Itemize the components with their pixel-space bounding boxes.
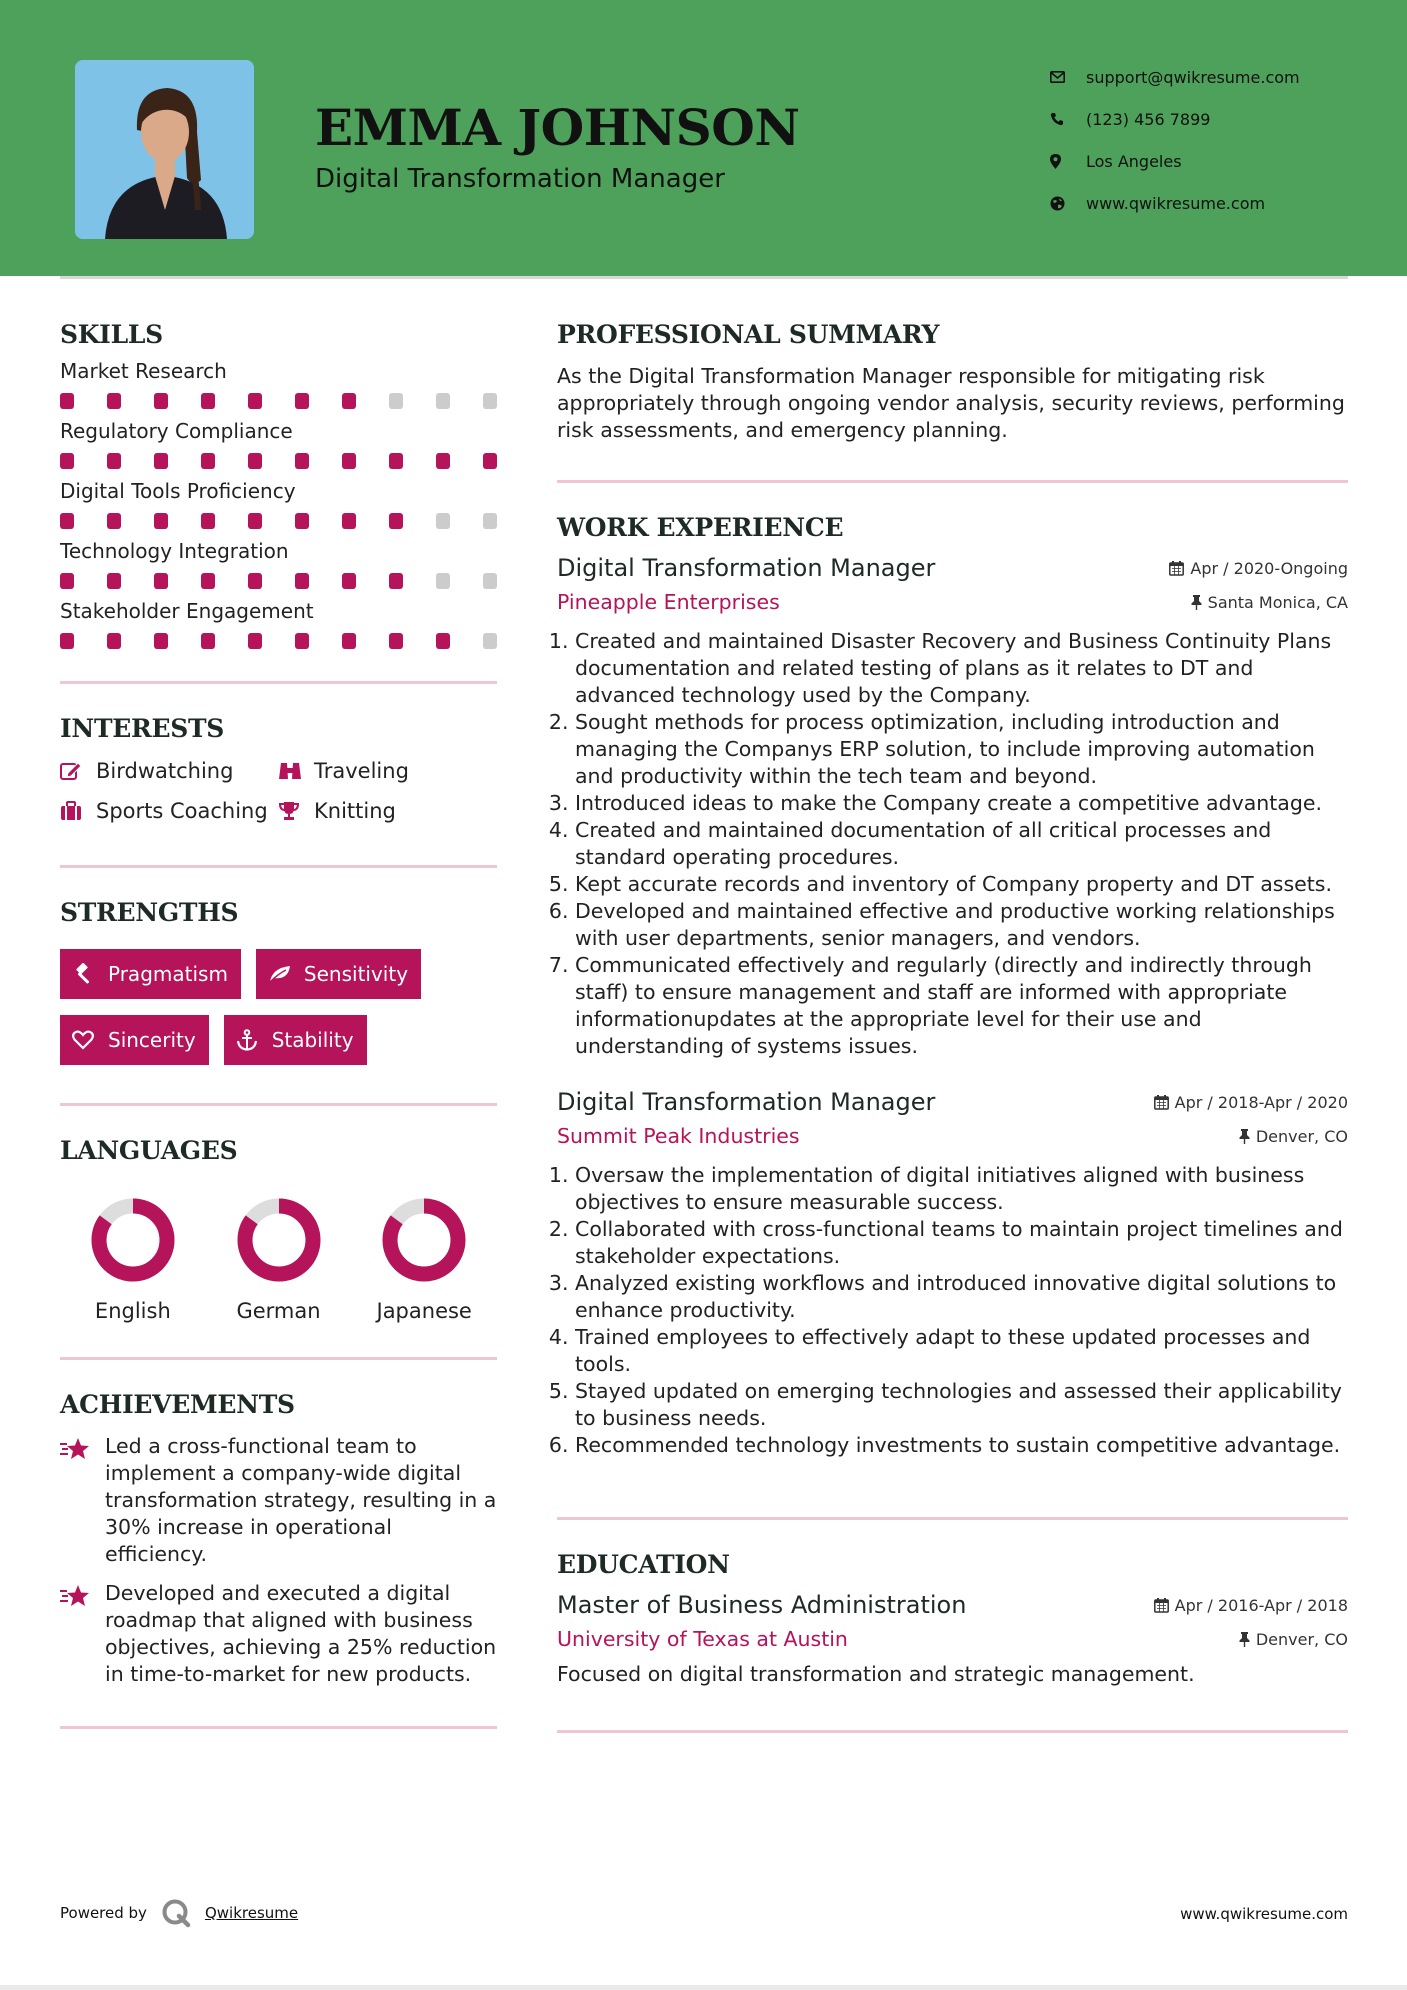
skill-dot — [342, 453, 356, 469]
qwikresume-logo-icon — [161, 1898, 191, 1928]
section-divider — [557, 1730, 1348, 1733]
skill-dot — [389, 633, 403, 649]
skill-dot — [248, 453, 262, 469]
languages-list — [60, 1195, 497, 1323]
job-title: Digital Transformation Manager — [557, 554, 936, 582]
skill-item — [60, 419, 497, 469]
education-heading: EDUCATION — [557, 1550, 730, 1579]
job-date — [1154, 1093, 1348, 1112]
header-divider — [60, 276, 1348, 279]
skill-rating — [60, 573, 497, 589]
briefcase-icon — [60, 801, 96, 821]
job-location-text: Santa Monica, CA — [1207, 592, 1348, 612]
strength-badge — [60, 949, 241, 999]
interest-label: Birdwatching — [96, 759, 234, 783]
skills-heading: SKILLS — [60, 320, 163, 349]
pushpin-icon — [1239, 1129, 1250, 1144]
skill-name: Digital Tools Proficiency — [60, 479, 296, 503]
responsibility-item: 3. Introduced ideas to make the Company create a competitive advantage. — [575, 790, 1348, 817]
job-subheader — [557, 590, 1348, 614]
pushpin-icon — [1239, 1632, 1250, 1647]
section-divider — [60, 1726, 497, 1729]
skill-dot — [389, 513, 403, 529]
job-header — [557, 554, 1348, 582]
interest-item — [278, 799, 497, 823]
skill-dot — [436, 453, 450, 469]
skill-dot — [201, 633, 215, 649]
achievement-text: Led a cross-functional team to implement a company-wide digital transformation strategy, resulting in a 30% increase in operational efficiency. — [105, 1434, 497, 1566]
language-proficiency-ring — [88, 1195, 178, 1285]
responsibility-item: 2. Sought methods for process optimization, including introduction and managing the Companys ERP solution, to include improving automation and productivity within the tech team and beyond. — [575, 709, 1348, 790]
skills-list — [60, 359, 497, 649]
contact-phone-text: (123) 456 7899 — [1086, 109, 1211, 129]
skill-dot — [295, 633, 309, 649]
strength-label: Pragmatism — [108, 962, 228, 986]
summary-heading: PROFESSIONAL SUMMARY — [557, 320, 940, 349]
degree-title: Master of Business Administration — [557, 1591, 967, 1619]
pencil-square-icon — [60, 761, 96, 781]
profile-photo — [75, 60, 254, 239]
skill-dot — [483, 633, 497, 649]
contact-location-text: Los Angeles — [1086, 151, 1182, 171]
interest-label: Knitting — [314, 799, 396, 823]
binoculars-icon — [278, 761, 314, 781]
interests-section — [60, 714, 497, 823]
education-header — [557, 1591, 1348, 1619]
calendar-icon — [1154, 1598, 1169, 1613]
job-location — [1191, 593, 1348, 612]
calendar-icon — [1169, 561, 1184, 576]
job-header — [557, 1088, 1348, 1116]
strengths-heading: STRENGTHS — [60, 898, 239, 927]
contact-website-text: www.qwikresume.com — [1086, 193, 1266, 213]
skill-dot — [436, 393, 450, 409]
skill-dot — [389, 573, 403, 589]
skill-rating — [60, 633, 497, 649]
skills-section — [60, 320, 497, 649]
interests-heading: INTERESTS — [60, 714, 225, 743]
interest-label: Sports Coaching — [96, 799, 268, 823]
interest-label: Traveling — [314, 759, 409, 783]
responsibility-item: 4. Trained employees to effectively adapt to these updated processes and tools. — [575, 1324, 1348, 1378]
strength-label: Stability — [271, 1028, 354, 1052]
left-column — [60, 320, 497, 1729]
skill-dot — [60, 573, 74, 589]
responsibility-item: 6. Recommended technology investments to sustain competitive advantage. — [575, 1432, 1348, 1459]
responsibility-item: 3. Analyzed existing workflows and introduced innovative digital solutions to enhance productivity. — [575, 1270, 1348, 1324]
education-section — [557, 1550, 1348, 1688]
education-location — [1239, 1630, 1348, 1649]
languages-section — [60, 1136, 497, 1323]
responsibility-item: 6. Developed and maintained effective and productive working relationships with user departments, senior managers, and vendors. — [575, 898, 1348, 952]
skill-dot — [154, 513, 168, 529]
gavel-icon — [72, 963, 108, 985]
skill-dot — [436, 513, 450, 529]
summary-section — [557, 320, 1348, 444]
skill-dot — [60, 393, 74, 409]
skill-dot — [60, 513, 74, 529]
resume-header — [0, 0, 1407, 276]
skill-dot — [107, 453, 121, 469]
skill-dot — [295, 513, 309, 529]
skill-dot — [107, 633, 121, 649]
skill-dot — [60, 453, 74, 469]
skill-dot — [154, 393, 168, 409]
leaf-icon — [268, 964, 304, 984]
responsibility-item: 4. Created and maintained documentation of all critical processes and standard operating procedures. — [575, 817, 1348, 871]
skill-item — [60, 599, 497, 649]
contact-website[interactable] — [1050, 182, 1300, 224]
location-pin-icon — [1050, 154, 1086, 169]
skill-dot — [342, 633, 356, 649]
contact-location — [1050, 140, 1300, 182]
skill-dot — [154, 633, 168, 649]
skill-name: Technology Integration — [60, 539, 289, 563]
phone-icon — [1050, 112, 1086, 126]
heart-icon — [72, 1030, 108, 1050]
responsibility-item: 1. Oversaw the implementation of digital initiatives aligned with business objectives to ensure measurable success. — [575, 1162, 1348, 1216]
strength-label: Sensitivity — [303, 962, 409, 986]
skill-dot — [389, 393, 403, 409]
language-label: English — [94, 1299, 171, 1323]
language-item — [351, 1195, 497, 1323]
skill-dot — [436, 573, 450, 589]
footer-powered-by — [60, 1898, 298, 1928]
skill-dot — [60, 633, 74, 649]
responsibility-item: 7. Communicated effectively and regularly (directly and indirectly through staff) to ensure management and staff are informed with appropriate informationupdates at the appropriate level for their use and understanding of systems issues. — [575, 952, 1348, 1060]
strength-badge — [256, 949, 421, 999]
skill-rating — [60, 393, 497, 409]
strengths-list — [60, 949, 497, 1065]
pushpin-icon — [1191, 595, 1202, 610]
job-responsibilities — [557, 1162, 1348, 1459]
language-proficiency-ring — [234, 1195, 324, 1285]
interest-item — [278, 759, 497, 783]
job-entry — [557, 1088, 1348, 1459]
skill-name: Stakeholder Engagement — [60, 599, 314, 623]
education-location-text: Denver, CO — [1255, 1629, 1348, 1649]
strengths-section — [60, 898, 497, 1065]
education-date — [1154, 1596, 1348, 1615]
education-description: Focused on digital transformation and strategic management. — [557, 1662, 1195, 1686]
responsibility-item: 5. Kept accurate records and inventory of Company property and DT assets. — [575, 871, 1348, 898]
skill-dot — [295, 393, 309, 409]
skill-item — [60, 539, 497, 589]
skill-dot — [295, 453, 309, 469]
candidate-name: EMMA JOHNSON — [315, 98, 800, 157]
job-subheader — [557, 1124, 1348, 1148]
skill-dot — [107, 393, 121, 409]
section-divider — [557, 1517, 1348, 1520]
skill-dot — [248, 513, 262, 529]
globe-icon — [1050, 196, 1086, 211]
interest-item — [60, 759, 278, 783]
skill-rating — [60, 453, 497, 469]
interest-item — [60, 799, 278, 823]
section-divider — [557, 480, 1348, 483]
responsibility-item: 2. Collaborated with cross-functional teams to maintain project timelines and stakeholder expectations. — [575, 1216, 1348, 1270]
skill-dot — [483, 513, 497, 529]
powered-by-label: Powered by — [60, 1904, 147, 1922]
summary-text: As the Digital Transformation Manager responsible for mitigating risk appropriately through ongoing vendor analysis, security reviews, performing risk assessments, and emergency planning. — [557, 364, 1345, 442]
responsibility-item: 1. Created and maintained Disaster Recovery and Business Continuity Plans documentation and related testing of plans as it relates to DT and advanced technology used by the Company. — [575, 628, 1348, 709]
contact-list — [1050, 56, 1300, 224]
skill-dot — [483, 393, 497, 409]
language-label: Japanese — [376, 1299, 472, 1323]
job-company: Summit Peak Industries — [557, 1124, 800, 1148]
skill-dot — [389, 453, 403, 469]
skill-dot — [248, 573, 262, 589]
contact-email[interactable] — [1050, 56, 1300, 98]
star-icon — [60, 1433, 105, 1568]
language-proficiency-ring — [379, 1195, 469, 1285]
achievement-item — [60, 1580, 497, 1688]
achievement-text: Developed and executed a digital roadmap that aligned with business objectives, achieving a 25% reduction in time-to-market for new products. — [105, 1581, 497, 1686]
skill-dot — [154, 573, 168, 589]
section-divider — [60, 681, 497, 684]
section-divider — [60, 865, 497, 868]
section-divider — [60, 1357, 497, 1360]
languages-heading: LANGUAGES — [60, 1136, 238, 1165]
skill-dot — [107, 573, 121, 589]
skill-dot — [483, 573, 497, 589]
skill-dot — [295, 573, 309, 589]
skill-item — [60, 359, 497, 409]
achievements-section — [60, 1390, 497, 1688]
qwikresume-link[interactable]: Qwikresume — [204, 1904, 299, 1922]
contact-email-text: support@qwikresume.com — [1086, 67, 1300, 87]
skill-dot — [154, 453, 168, 469]
skill-name: Market Research — [60, 359, 227, 383]
skill-item — [60, 479, 497, 529]
job-location-text: Denver, CO — [1255, 1126, 1348, 1146]
responsibility-item: 5. Stayed updated on emerging technologies and assessed their applicability to business needs. — [575, 1378, 1348, 1432]
candidate-title: Digital Transformation Manager — [315, 164, 725, 194]
page-bottom-band — [0, 1985, 1407, 1990]
language-label: German — [236, 1299, 321, 1323]
job-title: Digital Transformation Manager — [557, 1088, 936, 1116]
skill-dot — [342, 393, 356, 409]
skill-dot — [436, 633, 450, 649]
school-name: University of Texas at Austin — [557, 1627, 848, 1651]
skill-dot — [201, 453, 215, 469]
contact-phone[interactable] — [1050, 98, 1300, 140]
star-icon — [60, 1580, 105, 1688]
job-date-text: Apr / 2020-Ongoing — [1190, 559, 1348, 578]
skill-dot — [248, 393, 262, 409]
strength-badge — [60, 1015, 209, 1065]
trophy-icon — [278, 801, 314, 821]
experience-heading: WORK EXPERIENCE — [557, 513, 844, 542]
skill-dot — [342, 513, 356, 529]
job-entry — [557, 554, 1348, 1060]
skill-name: Regulatory Compliance — [60, 419, 293, 443]
footer-website[interactable]: www.qwikresume.com — [1180, 1905, 1348, 1923]
job-company: Pineapple Enterprises — [557, 590, 780, 614]
section-divider — [60, 1103, 497, 1106]
skill-dot — [201, 393, 215, 409]
education-subheader — [557, 1627, 1348, 1651]
education-date-text: Apr / 2016-Apr / 2018 — [1174, 1596, 1348, 1615]
anchor-icon — [236, 1029, 272, 1051]
skill-dot — [107, 513, 121, 529]
education-entry — [557, 1591, 1348, 1688]
skill-dot — [342, 573, 356, 589]
skill-dot — [483, 453, 497, 469]
job-date — [1169, 559, 1348, 578]
skill-dot — [201, 573, 215, 589]
experience-section — [557, 513, 1348, 1459]
interests-list — [60, 759, 497, 823]
job-date-text: Apr / 2018-Apr / 2020 — [1174, 1093, 1348, 1112]
job-location — [1239, 1127, 1348, 1146]
skill-dot — [201, 513, 215, 529]
strength-badge — [224, 1015, 367, 1065]
language-item — [60, 1195, 206, 1323]
mail-icon — [1050, 71, 1086, 83]
skill-rating — [60, 513, 497, 529]
job-responsibilities — [557, 628, 1348, 1060]
right-column — [557, 320, 1348, 1733]
achievements-heading: ACHIEVEMENTS — [60, 1390, 295, 1419]
language-item — [206, 1195, 352, 1323]
strength-label: Sincerity — [108, 1028, 196, 1052]
skill-dot — [248, 633, 262, 649]
calendar-icon — [1154, 1095, 1169, 1110]
achievement-item — [60, 1433, 497, 1568]
